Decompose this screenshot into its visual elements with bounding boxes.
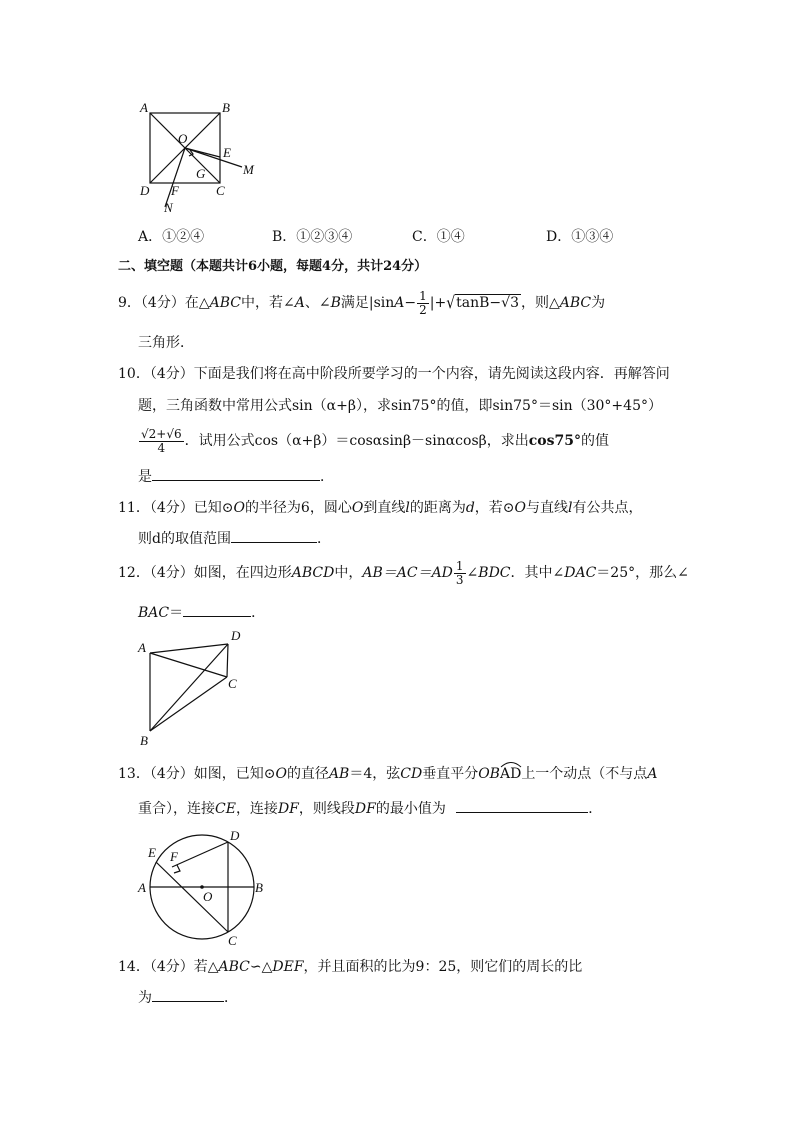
q12-fraction: $\frac{1}{3}$ <box>455 558 464 587</box>
q13-line1: 13．（4分）如图，已知⊙O的直径AB＝4，弦CD垂直平分OB AD上一个动点（不与点A <box>118 764 657 784</box>
q11-line1: 11．（4分）已知⊙O的半径为6，圆心O到直线l的距离为d，若⊙O与直线l有公共点， <box>118 500 643 516</box>
q13-label-a: A <box>138 880 146 895</box>
q11-answer-blank[interactable] <box>231 528 317 543</box>
q12-label-b: B <box>140 733 148 748</box>
q10-answer-blank[interactable] <box>152 466 320 481</box>
fig8-label-o: O <box>178 131 188 146</box>
q9-num: 9．（4分）在△ <box>118 295 210 311</box>
q13-label-d: D <box>230 828 240 843</box>
q14-line1: 14．（4分）若△ABC∽△DEF，并且面积的比为9：25，则它们的周长的比 <box>118 959 583 975</box>
fig8-label-e: E <box>223 145 231 160</box>
fig8-label-m: M <box>243 162 254 177</box>
q12-label-d: D <box>231 628 241 643</box>
q9-fraction: $\frac{1}{2}$ <box>419 288 427 317</box>
q13-label-b: B <box>255 880 263 895</box>
q8-option-c: C．①④ <box>412 229 465 245</box>
q13-label-o: O <box>203 889 213 904</box>
q9-sqrt: tanB−√3 <box>456 295 519 311</box>
q8-option-b: B．①②③④ <box>272 229 353 245</box>
q13-arc: AD <box>500 764 521 784</box>
q8-option-d: D．①③④ <box>546 229 614 245</box>
fig8-label-f: F <box>171 183 179 198</box>
fig8-label-b: B <box>222 100 230 115</box>
q13-figure <box>132 825 277 947</box>
q12-label-c: C <box>228 676 237 691</box>
q13-label-e: E <box>148 845 156 860</box>
q10-fraction: $\frac{√2+√6}{4}$ <box>141 426 182 455</box>
q11-line2: 则d的取值范围 ． <box>138 528 331 549</box>
q9-line2: 三角形． <box>138 335 194 351</box>
q8-figure <box>130 95 270 220</box>
q13-label-c: C <box>228 933 237 947</box>
q13-line2: 重合），连接CE，连接DF，则线段DF的最小值为 ． <box>138 798 602 819</box>
q14-line2: 为 ． <box>138 987 238 1008</box>
q12-label-a: A <box>138 640 146 655</box>
fig8-label-g: G <box>196 166 206 181</box>
section2-heading: 二、填空题（本题共计6小题，每题4分，共计24分） <box>118 259 428 274</box>
q12-figure <box>130 625 255 750</box>
q12-answer-blank[interactable] <box>183 602 251 617</box>
q13-label-f: F <box>170 849 178 864</box>
fig8-label-n: N <box>164 200 173 215</box>
q10-line1: 10．（4分）下面是我们将在高中阶段所要学习的一个内容，请先阅读这段内容．再解答问 <box>118 366 670 382</box>
q12-line1: 12．（4分）如图，在四边形ABCD中，AB＝AC＝AD $\frac{1}{3}$ ∠BDC．其中∠DAC＝25°，那么∠ <box>118 558 689 587</box>
fig8-label-a: A <box>140 100 148 115</box>
fig8-label-c: C <box>216 183 225 198</box>
q12-line2: BAC＝ ． <box>138 602 265 623</box>
q10-line4: 是 ． <box>138 466 334 487</box>
q10-line2: 题，三角函数中常用公式sin（α+β），求sin75°的值，即sin75°＝sin（30°+45°） <box>138 398 662 414</box>
fig8-label-d: D <box>140 183 150 198</box>
q9-line1: 9．（4分）在△ABC中，若∠A、∠B满足|sinA− $\frac{1}{2}$ |+√tanB−√3 ，则△ABC为 <box>118 288 606 317</box>
q9-abc: ABC <box>209 295 241 311</box>
q14-answer-blank[interactable] <box>152 987 224 1002</box>
q8-option-a: A．①②④ <box>138 229 205 245</box>
q13-answer-blank[interactable] <box>456 798 588 813</box>
q10-line3: $\frac{√2+√6}{4}$ ．试用公式cos（α+β）＝cosαsinβ－sinαcosβ，求出cos75°的值 <box>141 426 609 455</box>
